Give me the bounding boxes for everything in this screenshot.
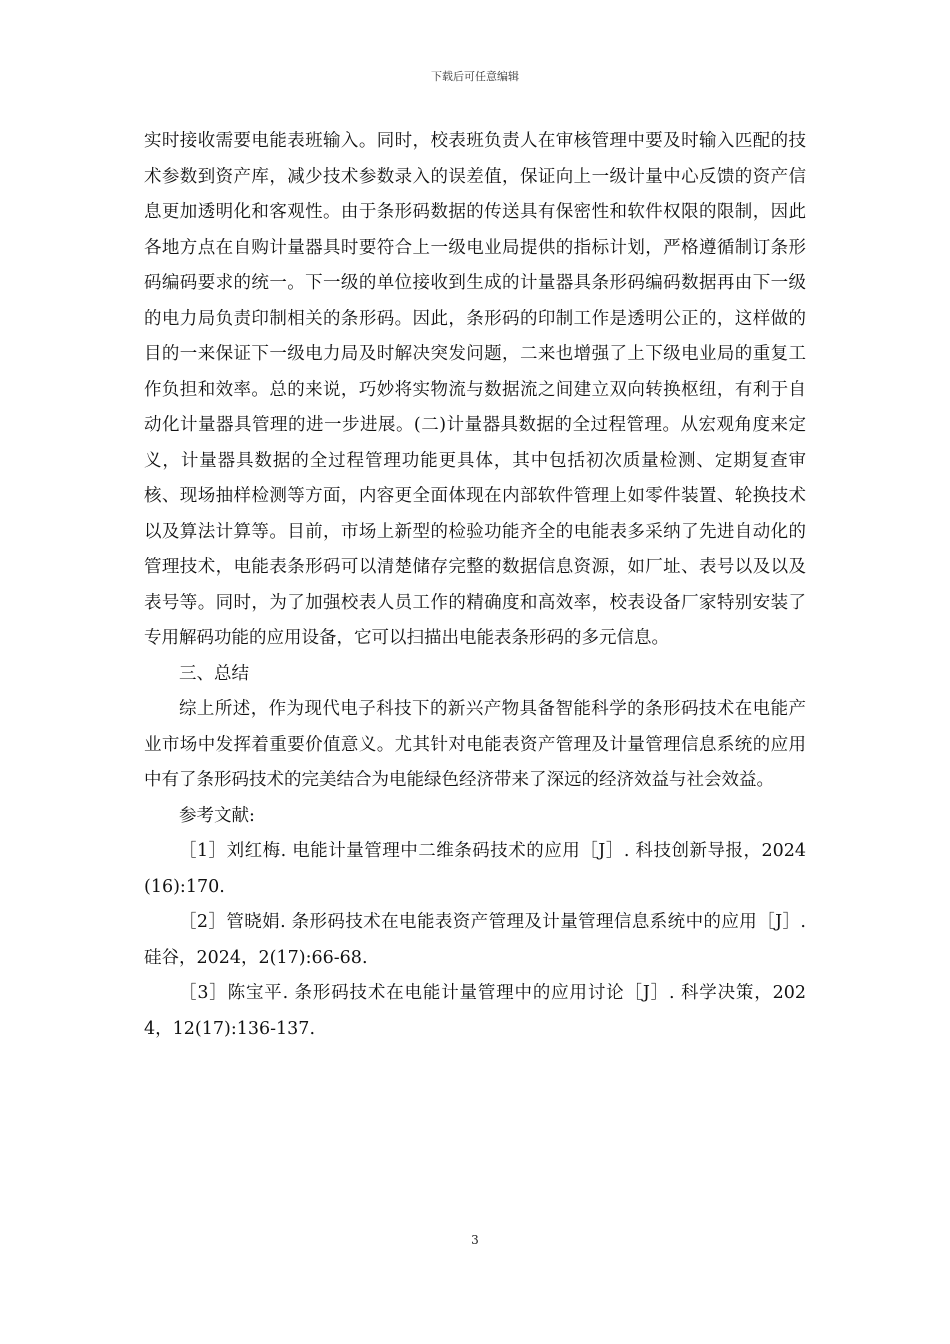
body-paragraph: 实时接收需要电能表班输入。同时，校表班负责人在审核管理中要及时输入匹配的技术参数到资产库，减少技术参数录入的误差值，保证向上一级计量中心反馈的资产信息更加透明化和客观性。由于条形码数据的传送具有保密性和软件权限的限制，因此各地方点在自购计量器具时要符合上一级电业局提供的指标计划，严格遵循制订条形码编码要求的统一。下一级的单位接收到生成的计量器具条形码编码数据再由下一级的电力局负责印制相关的条形码。因此，条形码的印制工作是透明公正的，这样做的目的一来保证下一级电力局及时解决突发问题，二来也增强了上下级电业局的重复工作负担和效率。总的来说，巧妙将实物流与数据流之间建立双向转换枢纽，有利于自动化计量器具管理的进一步进展。(二)计量器具数据的全过程管理。从宏观角度来定义，计量器具数据的全过程管理功能更具体，其中包括初次质量检测、定期复查审核、现场抽样检测等方面，内容更全面体现在内部软件管理上如零件装置、轮换技术以及算法计算等。目前，市场上新型的检验功能齐全的电能表多采纳了先进自动化的管理技术，电能表条形码可以清楚储存完整的数据信息资源，如厂址、表号以及以及表号等。同时，为了加强校表人员工作的精确度和高效率，校表设备厂家特别安装了专用解码功能的应用设备，它可以扫描出电能表条形码的多元信息。 <box>144 131 806 648</box>
page-header-note: 下载后可任意编辑 <box>431 70 519 83</box>
reference-item-2: ［2］管晓娟. 条形码技术在电能表资产管理及计量管理信息系统中的应用［J］. 硅谷，2024，2(17):66-68. <box>144 912 806 968</box>
reference-item-1: ［1］刘红梅. 电能计量管理中二维条码技术的应用［J］. 科技创新导报，2024(16):170. <box>144 841 806 897</box>
section-heading-summary: 三、总结 <box>179 663 249 684</box>
reference-item-3: ［3］陈宝平. 条形码技术在电能计量管理中的应用讨论［J］. 科学决策，2024，12(17):136-137. <box>144 983 806 1039</box>
references-heading: 参考文献: <box>179 805 255 826</box>
summary-paragraph: 综上所述，作为现代电子科技下的新兴产物具备智能科学的条形码技术在电能产业市场中发挥着重要价值意义。尤其针对电能表资产管理及计量管理信息系统的应用中有了条形码技术的完美结合为电能绿色经济带来了深远的经济效益与社会效益。 <box>144 699 806 790</box>
page-number: 3 <box>471 1233 479 1247</box>
document-body <box>144 124 806 1047</box>
